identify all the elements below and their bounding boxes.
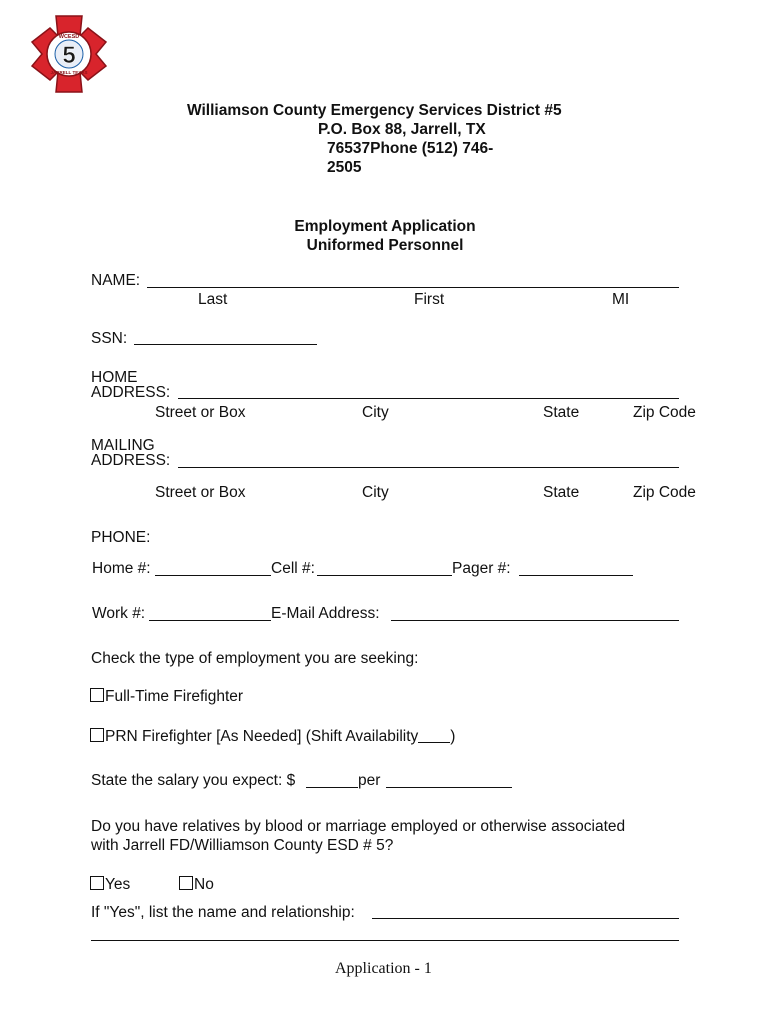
home-state-sub: State xyxy=(543,404,580,421)
relatives-question-line2: with Jarrell FD/Williamson County ESD # 5? xyxy=(91,837,394,854)
home-address-label1: HOME xyxy=(91,369,138,386)
phone-label: PHONE: xyxy=(91,529,151,546)
relatives-question-line1: Do you have relatives by blood or marriage employed or otherwise associated xyxy=(91,818,626,835)
mailing-address-label1: MAILING xyxy=(91,437,155,454)
option-prn[interactable] xyxy=(90,728,455,746)
header-line3: 76537Phone (512) 746- xyxy=(327,140,494,157)
header-line2: P.O. Box 88, Jarrell, TX xyxy=(318,121,486,138)
home-zip-sub: Zip Code xyxy=(633,404,696,421)
home-address-field[interactable] xyxy=(178,398,679,399)
logo-text-top: WCESD xyxy=(58,34,80,40)
option-no[interactable] xyxy=(179,876,214,894)
pager-field[interactable] xyxy=(519,575,633,576)
option-full-time[interactable] xyxy=(90,688,243,706)
form-subtitle: Uniformed Personnel xyxy=(306,237,464,254)
salary-period-field[interactable] xyxy=(386,787,512,788)
page-footer: Application - 1 xyxy=(335,960,432,977)
prn-checkbox[interactable] xyxy=(90,728,104,742)
mailing-address-field[interactable] xyxy=(178,467,679,468)
relatives-list-field[interactable] xyxy=(372,918,679,919)
work-phone-label: Work #: xyxy=(92,605,146,622)
email-label: E-Mail Address: xyxy=(271,605,380,622)
mailing-zip-sub: Zip Code xyxy=(633,484,696,501)
logo-numeral: 5 xyxy=(62,42,76,69)
name-field[interactable] xyxy=(147,287,679,288)
pager-label: Pager #: xyxy=(452,560,511,577)
prn-label: PRN Firefighter [As Needed] (Shift Availability xyxy=(105,728,419,745)
home-street-sub: Street or Box xyxy=(155,404,246,421)
prn-label-close: ) xyxy=(450,728,456,745)
salary-amount-field[interactable] xyxy=(306,787,358,788)
relatives-list-field-line2[interactable] xyxy=(91,940,679,941)
logo-text-bottom: JARRELL TEXAS xyxy=(50,70,88,75)
name-sub-first: First xyxy=(414,291,445,308)
ssn-field[interactable] xyxy=(134,344,317,345)
full-time-checkbox[interactable] xyxy=(90,688,104,702)
yes-checkbox[interactable] xyxy=(90,876,104,890)
full-time-label: Full-Time Firefighter xyxy=(105,688,244,705)
mailing-street-sub: Street or Box xyxy=(155,484,246,501)
home-city-sub: City xyxy=(362,404,389,421)
salary-label: State the salary you expect: $ xyxy=(91,772,296,789)
name-sub-mi: MI xyxy=(612,291,630,308)
home-phone-label: Home #: xyxy=(92,560,151,577)
shift-availability-field[interactable] xyxy=(418,730,450,743)
yes-label: Yes xyxy=(105,876,131,893)
mailing-address-label2: ADDRESS: xyxy=(91,452,171,469)
option-yes[interactable] xyxy=(90,876,130,894)
name-sub-last: Last xyxy=(198,291,228,308)
employment-question: Check the type of employment you are seeking: xyxy=(91,650,419,667)
relatives-list-label: If "Yes", list the name and relationship: xyxy=(91,904,355,921)
mailing-city-sub: City xyxy=(362,484,389,501)
work-phone-field[interactable] xyxy=(149,620,271,621)
cell-phone-field[interactable] xyxy=(317,575,452,576)
form-title: Employment Application xyxy=(294,218,476,235)
salary-per-label: per xyxy=(358,772,381,789)
no-label: No xyxy=(194,876,214,893)
district-logo xyxy=(30,14,108,94)
name-label: NAME: xyxy=(91,272,141,289)
header-line1: Williamson County Emergency Services District #5 xyxy=(187,102,562,119)
mailing-state-sub: State xyxy=(543,484,580,501)
home-phone-field[interactable] xyxy=(155,575,271,576)
cell-phone-label: Cell #: xyxy=(271,560,315,577)
no-checkbox[interactable] xyxy=(179,876,193,890)
home-address-label2: ADDRESS: xyxy=(91,384,171,401)
ssn-label: SSN: xyxy=(91,330,128,347)
header-line4: 2505 xyxy=(327,159,362,176)
email-field[interactable] xyxy=(391,620,679,621)
